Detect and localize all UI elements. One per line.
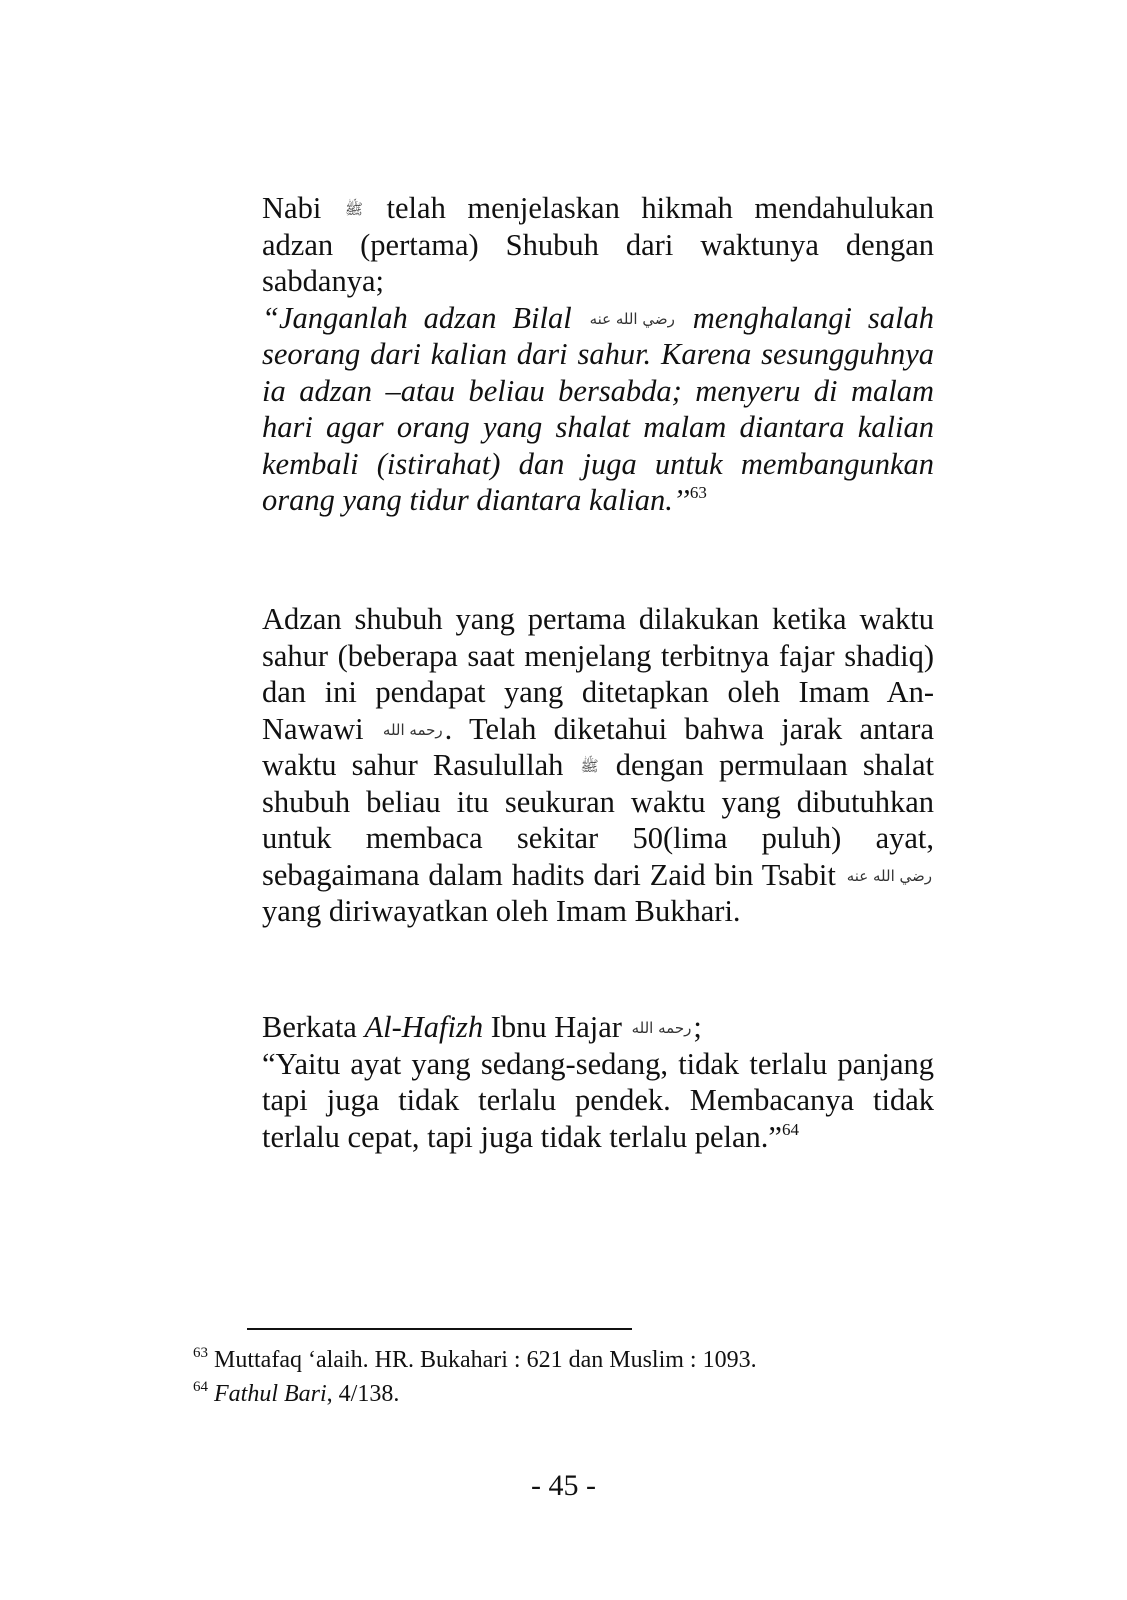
footnote-text: Muttafaq ‘alaih. HR. Bukahari : 621 dan Muslim : 1093. <box>214 1347 757 1373</box>
footnote-divider <box>247 1328 632 1330</box>
honorific-rh-glyph: رحمه الله <box>382 720 443 739</box>
footnotes <box>193 1343 953 1411</box>
honorific-rh-glyph: رحمه الله <box>631 1019 692 1037</box>
semicolon: ; <box>693 1010 702 1044</box>
footnote-63 <box>193 1343 953 1377</box>
quote-text: “Yaitu ayat yang sedang-sedang, tidak terlalu panjang tapi juga tidak terlalu pendek. Membacanya tidak terlalu cepat, tapi juga tidak terlalu pelan.” <box>262 1046 934 1154</box>
footnote-ref-63[interactable]: 63 <box>689 483 707 502</box>
ibnu-hajar-intro <box>262 1009 934 1046</box>
paragraph-hadith <box>262 190 934 519</box>
paragraph-adzan-shubuh <box>262 601 934 930</box>
berkata-text: Berkata <box>262 1010 357 1044</box>
hafizh-title: Al-Hafizh <box>364 1010 484 1044</box>
ibnu-hajar-quote <box>262 1046 934 1156</box>
hadith-quote <box>262 300 934 519</box>
ibnu-hajar-name: Ibnu Hajar <box>490 1010 622 1044</box>
intro-nabi: Nabi <box>262 191 322 225</box>
honorific-saw-glyph: ﷺ <box>580 757 599 775</box>
intro-sentence <box>262 190 934 300</box>
honorific-ra-glyph: رضي الله عنه <box>589 309 675 328</box>
adzan-part-2: . Telah diketahui bahwa jarak antara waktu sahur Rasulullah <box>262 711 934 782</box>
intro-rest: telah menjelaskan hikmah mendahulukan adzan (pertama) Shubuh dari waktunya dengan sabdanya; <box>262 191 934 298</box>
quote-part-2: menghalangi salah seorang dari kalian dari sahur. Karena sesungguhnya ia adzan –atau beliau bersabda; menyeru di malam hari agar orang yang shalat malam diantara kalian kembali (istirahat) dan juga untuk membangunkan orang yang tidur diantara kalian.’’ <box>262 300 934 517</box>
honorific-saw-glyph: ﷺ <box>344 200 363 218</box>
quote-part-1: “Janganlah adzan Bilal <box>262 300 572 335</box>
honorific-ra-glyph: رضي الله عنه <box>846 866 932 885</box>
footnote-book-title: Fathul Bari <box>214 1381 327 1407</box>
footnote-64 <box>193 1377 953 1411</box>
adzan-part-3: dengan permulaan shalat shubuh beliau itu seukuran waktu yang dibutuhkan untuk membaca sekitar 50(lima puluh) ayat, sebagaimana dalam hadits dari Zaid bin Tsabit <box>262 748 935 892</box>
adzan-part-4: yang diriwayatkan oleh Imam Bukhari. <box>262 894 741 928</box>
footnote-text: , 4/138. <box>326 1381 400 1407</box>
paragraph-ibnu-hajar <box>262 1009 934 1155</box>
footnote-number: 64 <box>193 1379 208 1395</box>
adzan-part-1: Adzan shubuh yang pertama dilakukan ketika waktu sahur (beberapa saat menjelang terbitnya fajar shadiq) dan ini pendapat yang ditetapkan oleh Imam An-Nawawi <box>262 602 934 746</box>
adzan-paragraph <box>262 601 934 930</box>
page-number: - 45 - <box>531 1469 596 1502</box>
footnote-ref-64[interactable]: 64 <box>781 1119 799 1139</box>
footnote-number: 63 <box>193 1345 208 1361</box>
